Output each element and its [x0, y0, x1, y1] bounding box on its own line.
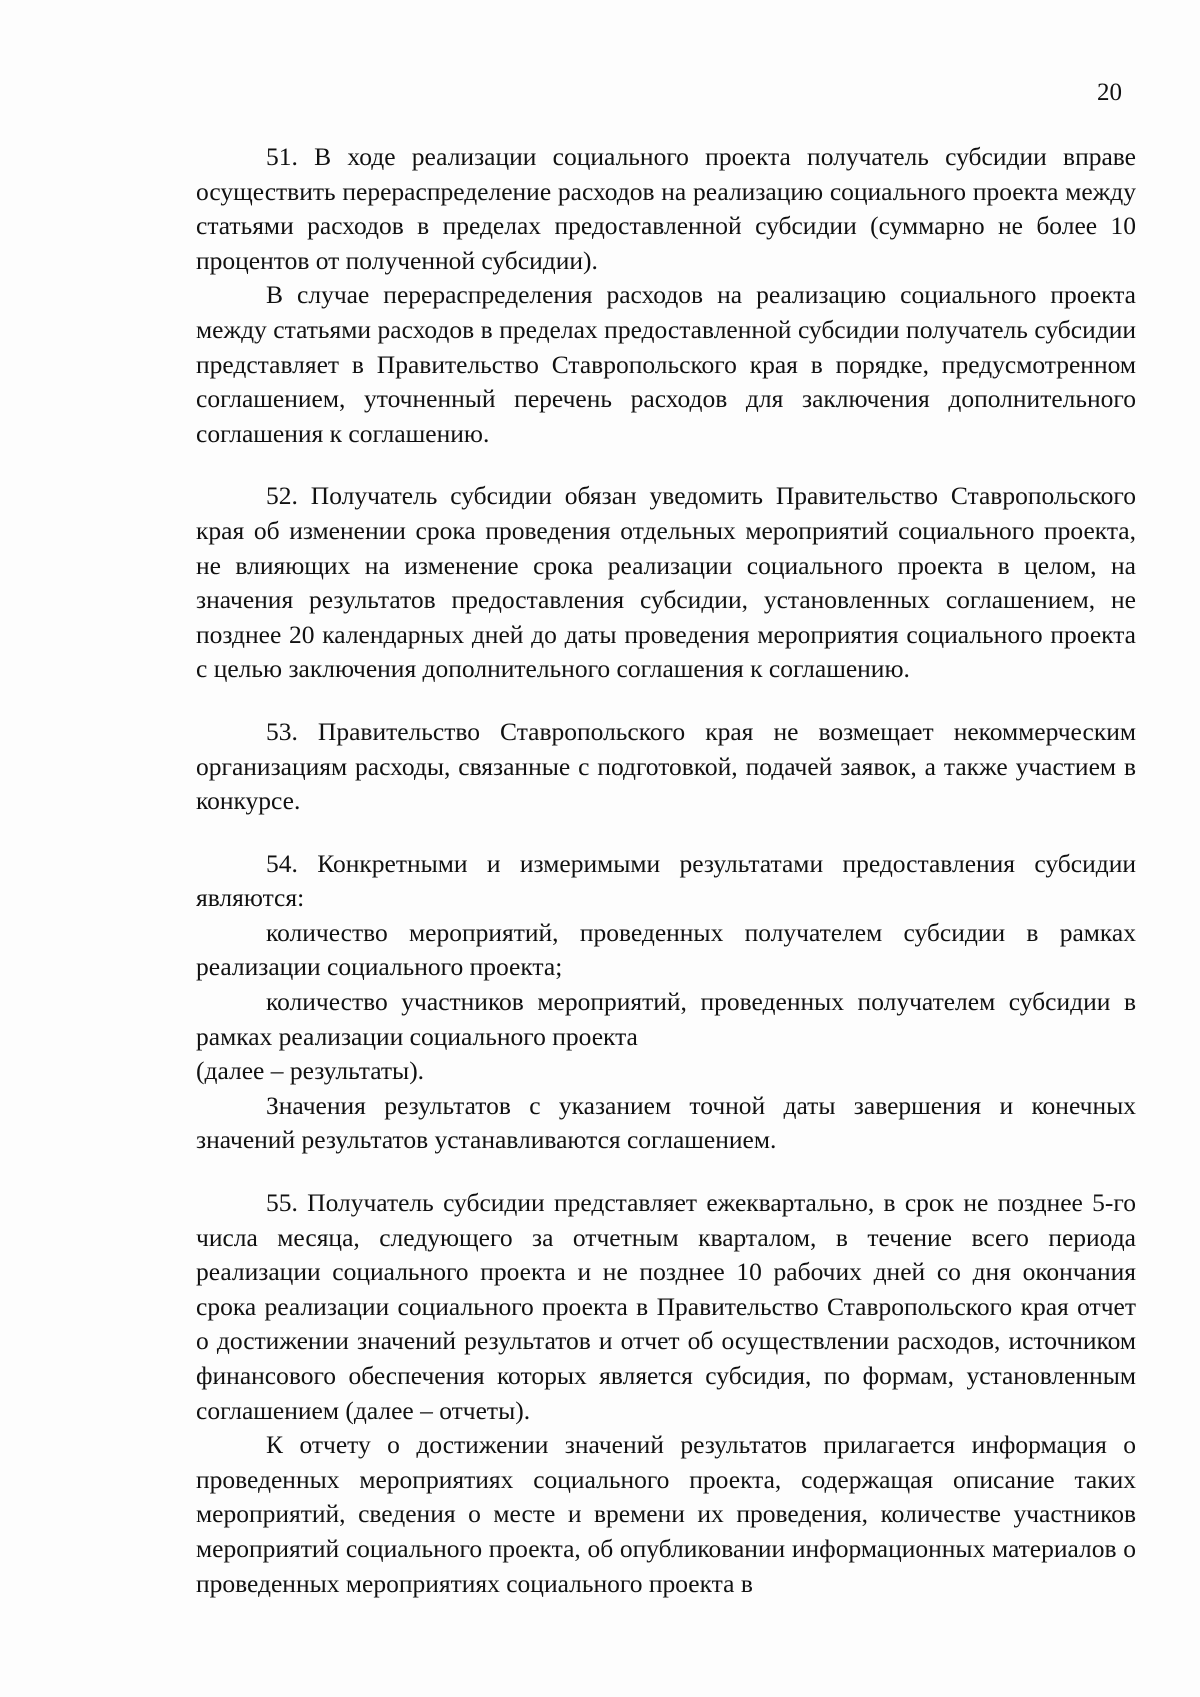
document-body: [196, 140, 1136, 1601]
paragraph-51: 51. В ходе реализации социального проекта получатель субсидии вправе осуществить перераспределение расходов на реализацию социального проекта между статьями расходов в пределах предоставленной субсидии (суммарно не более 10 процентов от полученной субсидии).: [196, 142, 1136, 275]
paragraph-51-continuation: В случае перераспределения расходов на реализацию социального проекта между статьями расходов в пределах предоставленной субсидии получатель субсидии представляет в Правительство Ставропольского края в порядке, предусмотренном соглашением, уточненный перечень расходов для заключения дополнительного соглашения к соглашению.: [196, 280, 1136, 448]
paragraph-54: 54. Конкретными и измеримыми результатами предоставления субсидии являются:: [196, 848, 1136, 913]
paragraph-55-continuation: К отчету о достижении значений результатов прилагается информация о проведенных мероприятиях социального проекта, содержащая описание таких мероприятий, сведения о месте и времени их проведения, количестве участников мероприятий социального проекта, об опубликовании информационных материалов о проведенных мероприятиях социального проекта в: [196, 1430, 1136, 1598]
paragraph-53: 53. Правительство Ставропольского края не возмещает некоммерческим организациям расходы, связанные с подготовкой, подачей заявок, а также участием в конкурсе.: [196, 716, 1136, 816]
paragraph-52: 52. Получатель субсидии обязан уведомить Правительство Ставропольского края об изменении срока проведения отдельных мероприятий социального проекта, не влияющих на изменение срока реализации социального проекта в целом, на значения результатов предоставления субсидии, установленных соглашением, не позднее 20 календарных дней до даты проведения мероприятия социального проекта с целью заключения дополнительного соглашения к соглашению.: [196, 481, 1136, 684]
paragraph-54-item-2: количество участников мероприятий, проведенных получателем субсидии в рамках реализации социального проекта: [196, 987, 1136, 1051]
paragraph-54-item-1: количество мероприятий, проведенных получателем субсидии в рамках реализации социального проекта;: [196, 917, 1136, 982]
paragraph-54-results-note: (далее – результаты).: [196, 1056, 425, 1086]
paragraph-54-values: Значения результатов с указанием точной даты завершения и конечных значений результатов устанавливаются соглашением.: [196, 1090, 1136, 1155]
page-number: 20: [1097, 79, 1122, 106]
paragraph-55: 55. Получатель субсидии представляет ежеквартально, в срок не позднее 5-го числа месяца, следующего за отчетным кварталом, в течение всего периода реализации социального проекта и не позднее 10 рабочих дней со дня окончания срока реализации социального проекта в Правительство Ставропольского края отчет о достижении значений результатов и отчет об осуществлении расходов, источником финансового обеспечения которых является субсидия, по формам, установленным соглашением (далее – отчеты).: [196, 1188, 1136, 1425]
